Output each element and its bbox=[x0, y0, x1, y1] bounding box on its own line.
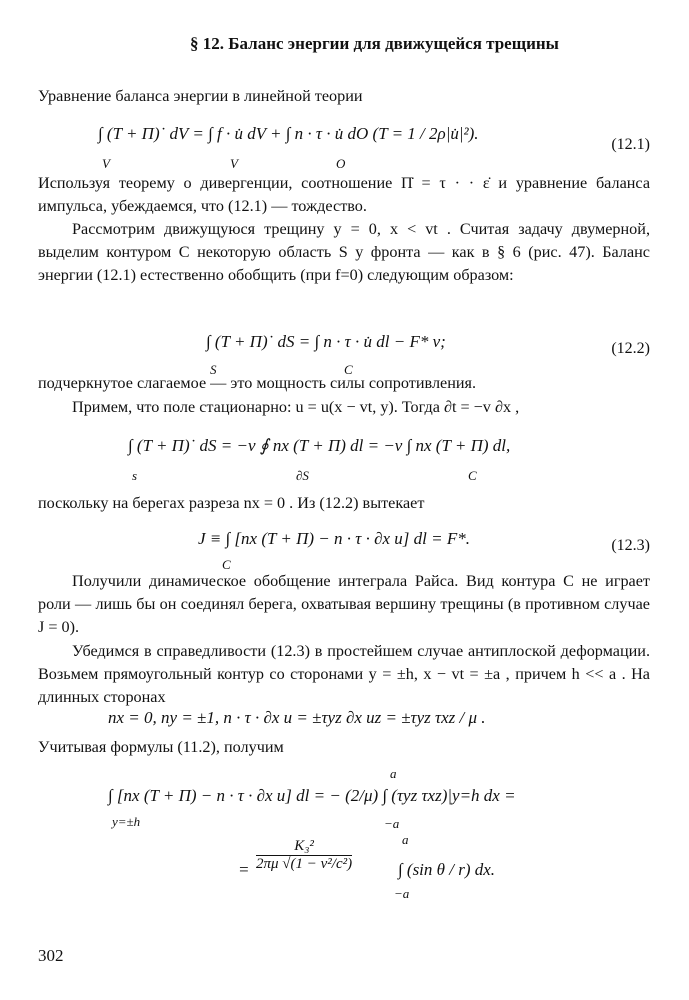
paragraph-intro: Уравнение баланса энергии в линейной теории bbox=[38, 87, 363, 105]
equation-number-12-3: (12.3) bbox=[611, 537, 650, 554]
equation-12-3-body: J ≡ ∫ [nx (T + Π) − n · τ · ∂x u] dl = F*. bbox=[198, 529, 470, 548]
equation-stationary-body: ∫ (T + Π)˙ dS = −v ∮ nx (T + Π) dl = −v ∫ nx (T + Π) dl, bbox=[128, 436, 511, 455]
paragraph-moving-crack: Рассмотрим движущуюся трещину y = 0, x < vt . Считая задачу двумерной, выделим контуром C некоторую область S у фронта — как в § 6 (рис. 47). Баланс энергии (12.1) естественно обобщить (при f=0) следующим образом: bbox=[38, 220, 650, 284]
equation-12-2-body: ∫ (T + Π)˙ dS = ∫ n · τ · u̇ dl − F* v; bbox=[206, 332, 446, 351]
equation-stationary-limit-ds: ∂S bbox=[296, 468, 309, 483]
equation-12-1-body: ∫ (T + Π)˙ dV = ∫ f · u̇ dV + ∫ n · τ · u̇ dO (T = 1 / 2ρ|u̇|²). bbox=[98, 124, 479, 143]
equation-12-2-limit-s: S bbox=[210, 362, 217, 377]
equation-final-line-2-numerator: K₃² bbox=[256, 838, 352, 856]
section-heading: § 12. Баланс энергии для движущейся трещины bbox=[190, 34, 559, 53]
equation-12-1-limit-o: O bbox=[336, 156, 346, 171]
equation-final-line-1 bbox=[38, 766, 650, 831]
equation-12-1-limit-v2: V bbox=[230, 156, 238, 171]
paragraph-divergence: Используя теорему о дивергенции, соотношение Π̇ = τ · · ε̇ и уравнение баланса импульса, убеждаемся, что (12.1) — тождество. bbox=[38, 174, 650, 215]
equation-stationary-limit-s: s bbox=[132, 468, 138, 483]
equation-12-3-limit-c: C bbox=[222, 557, 231, 572]
equation-number-12-1: (12.1) bbox=[611, 136, 650, 153]
paragraph-stationary: Примем, что поле стационарно: u = u(x − vt, y). Тогда ∂t = −v ∂x , bbox=[72, 398, 520, 416]
equation-final-line-2 bbox=[38, 832, 650, 918]
equation-final-line-2-fraction bbox=[256, 838, 352, 873]
equation-final-line-1-limit-contour: y=±h bbox=[112, 814, 141, 829]
equation-final-line-1-limit-bottom: −a bbox=[384, 816, 400, 831]
paragraph-formulas: Учитывая формулы (11.2), получим bbox=[38, 738, 284, 756]
equation-12-2-limit-c: C bbox=[344, 362, 353, 377]
equation-final-line-1-limit-top: a bbox=[390, 766, 397, 781]
paragraph-banks: поскольку на берегах разреза nx = 0 . Из (12.2) вытекает bbox=[38, 494, 425, 512]
equation-final-line-2-tail: ∫ (sin θ / r) dx. bbox=[398, 860, 496, 879]
paragraph-underlined-term: подчеркнутое слагаемое — это мощность силы сопротивления. bbox=[38, 374, 477, 392]
equation-final-line-2-lead: = bbox=[238, 860, 250, 879]
equation-long-sides bbox=[38, 708, 650, 738]
equation-stationary-limit-c: C bbox=[468, 468, 477, 483]
equation-final-line-2-denominator: 2πμ √(1 − v²/c²) bbox=[256, 856, 353, 872]
equation-12-1 bbox=[38, 118, 650, 178]
paragraph-rice-integral: Получили динамическое обобщение интеграла Райса. Вид контура C не играет роли — лишь бы он соединял берега, охватывая вершину трещины (в противном случае J = 0). bbox=[38, 572, 650, 636]
equation-final-line-2-limit-bottom: −a bbox=[394, 886, 410, 901]
paragraph-antiplane: Убедимся в справедливости (12.3) в простейшем случае антиплоской деформации. Возьмем прямоугольный контур со сторонами y = ±h, x − vt = ±a , причем h << a . На длинных сторонах bbox=[38, 642, 650, 706]
equation-12-1-limit-v1: V bbox=[102, 156, 110, 171]
equation-stationary bbox=[38, 428, 650, 488]
equation-number-12-2: (12.2) bbox=[611, 340, 650, 357]
equation-long-sides-body: nx = 0, ny = ±1, n · τ · ∂x u = ±τyz ∂x uz = ±τyz τxz / μ . bbox=[108, 708, 486, 727]
equation-final-line-2-limit-top: a bbox=[402, 832, 409, 847]
equation-final-line-1-body: ∫ [nx (T + Π) − n · τ · ∂x u] dl = − (2/μ) ∫ (τyz τxz)|y=h dx = bbox=[108, 786, 516, 805]
page-number: 302 bbox=[38, 946, 64, 965]
